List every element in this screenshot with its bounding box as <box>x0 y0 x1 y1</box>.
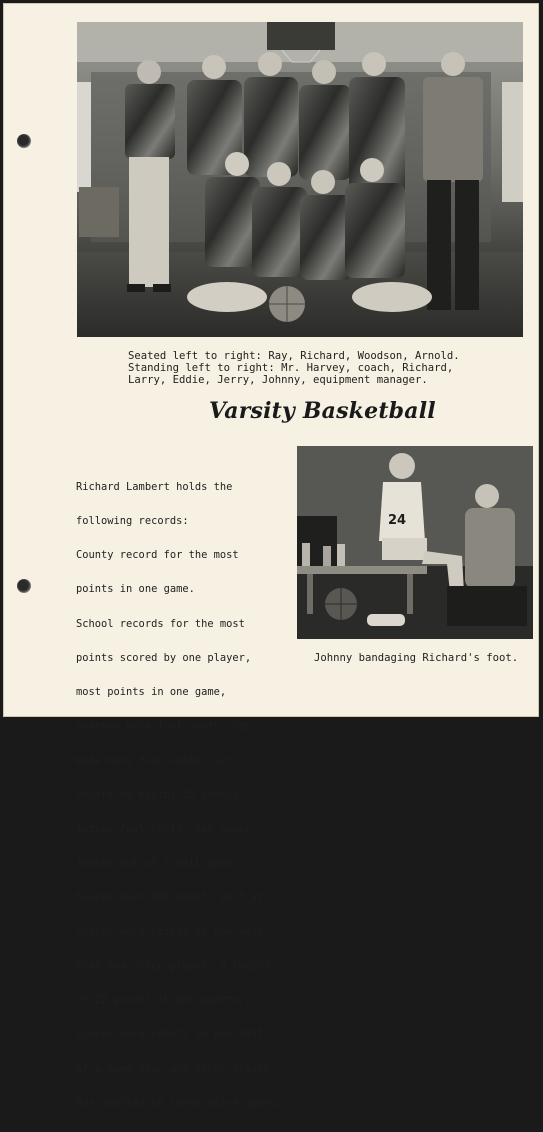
records-line: awarded more foul shots, has <box>76 720 252 733</box>
binder-hole-bottom <box>17 579 31 593</box>
team-photo-caption-line-3: Larry, Eddie, Jerry, Johnny, equipment manager. <box>128 374 428 386</box>
records-line: School records for the most <box>76 617 245 630</box>
records-line: tutive foul shots, has never <box>76 823 252 835</box>
team-photo-caption-line-1: Seated left to right: Ray, Richard, Woodson, Arnold. <box>128 350 460 362</box>
bandaging-photo-caption: Johnny bandaging Richard's foot. <box>314 652 519 664</box>
bandaging-photo <box>297 446 533 639</box>
records-line: scored more points in one year <box>76 925 264 938</box>
records-line: Scored over 900 points in 3 yrs., <box>76 891 283 904</box>
records-line: points scored by one player, <box>76 651 252 664</box>
records-line: County record for the most <box>76 549 239 562</box>
records-text-block <box>76 459 282 1132</box>
records-line: Richard Lambert holds the <box>76 480 233 493</box>
records-line: than any other player, a record <box>76 959 270 972</box>
records-line: most points in one game, <box>76 686 227 699</box>
records-line: fouled out of a ball game. <box>76 857 239 870</box>
records-line: following records: <box>76 515 189 528</box>
records-line: of a game than any other player. <box>76 1062 277 1075</box>
records-line: Has started 60 consecutive games. <box>76 1096 283 1109</box>
page-heading: Varsity Basketball <box>209 398 436 424</box>
records-line: scored more points in one-half <box>76 1028 264 1041</box>
team-photo <box>77 22 523 337</box>
team-photo-caption-line-2: Standing left to right: Mr. Harvey, coach, Richard, <box>128 362 454 374</box>
binder-hole-top <box>17 134 31 148</box>
records-line: of 22 points in one quarter, <box>76 994 252 1007</box>
records-line: record by making 22 consec- <box>76 788 245 801</box>
jersey-number: 24 <box>387 513 407 528</box>
records-line: made more foul shots, set <box>76 754 233 767</box>
records-line: points in one game. <box>76 583 195 596</box>
yearbook-page <box>3 3 539 1109</box>
